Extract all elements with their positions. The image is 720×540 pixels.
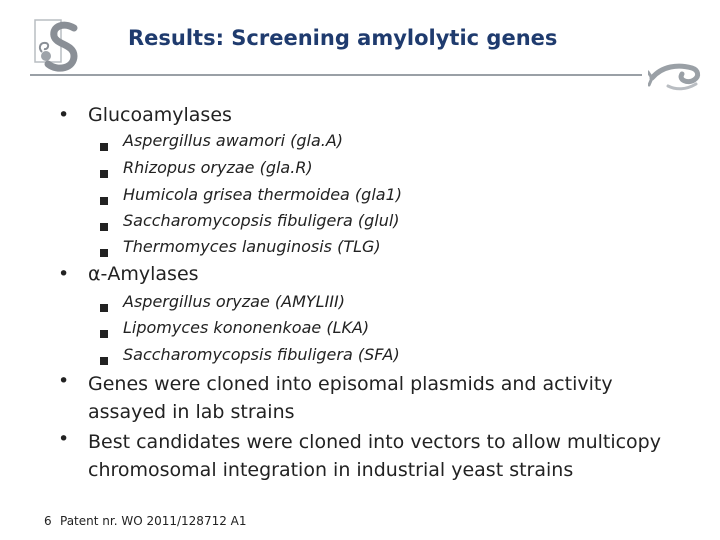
bullet-dot-icon: • <box>58 428 70 450</box>
university-crest-logo-icon <box>34 18 82 76</box>
square-bullet-icon <box>100 163 108 171</box>
fish-swirl-icon <box>648 58 704 94</box>
bullet-text: Glucoamylases <box>88 104 232 126</box>
slide-title: Results: Screening amylolytic genes <box>128 26 558 50</box>
bullet-dot-icon: • <box>58 263 70 285</box>
square-bullet-icon <box>100 297 108 305</box>
bullet-dot-icon: • <box>58 104 70 126</box>
page-number: 6 <box>44 514 52 528</box>
bullet-dot-icon: • <box>58 370 70 392</box>
square-bullet-icon <box>100 216 108 224</box>
square-bullet-icon <box>100 323 108 331</box>
bullet-text: α-Amylases <box>88 263 199 285</box>
square-bullet-icon <box>100 136 108 144</box>
title-divider <box>30 74 642 76</box>
bullet-text: Genes were cloned into episomal plasmids and activity assayed in lab strains <box>88 373 613 423</box>
bullet-text: Best candidates were cloned into vectors to allow multicopy chromosomal integration in industrial yeast strains <box>88 431 661 481</box>
square-bullet-icon <box>100 242 108 250</box>
patent-reference: Patent nr. WO 2011/128712 A1 <box>60 514 247 528</box>
square-bullet-icon <box>100 350 108 358</box>
square-bullet-icon <box>100 190 108 198</box>
